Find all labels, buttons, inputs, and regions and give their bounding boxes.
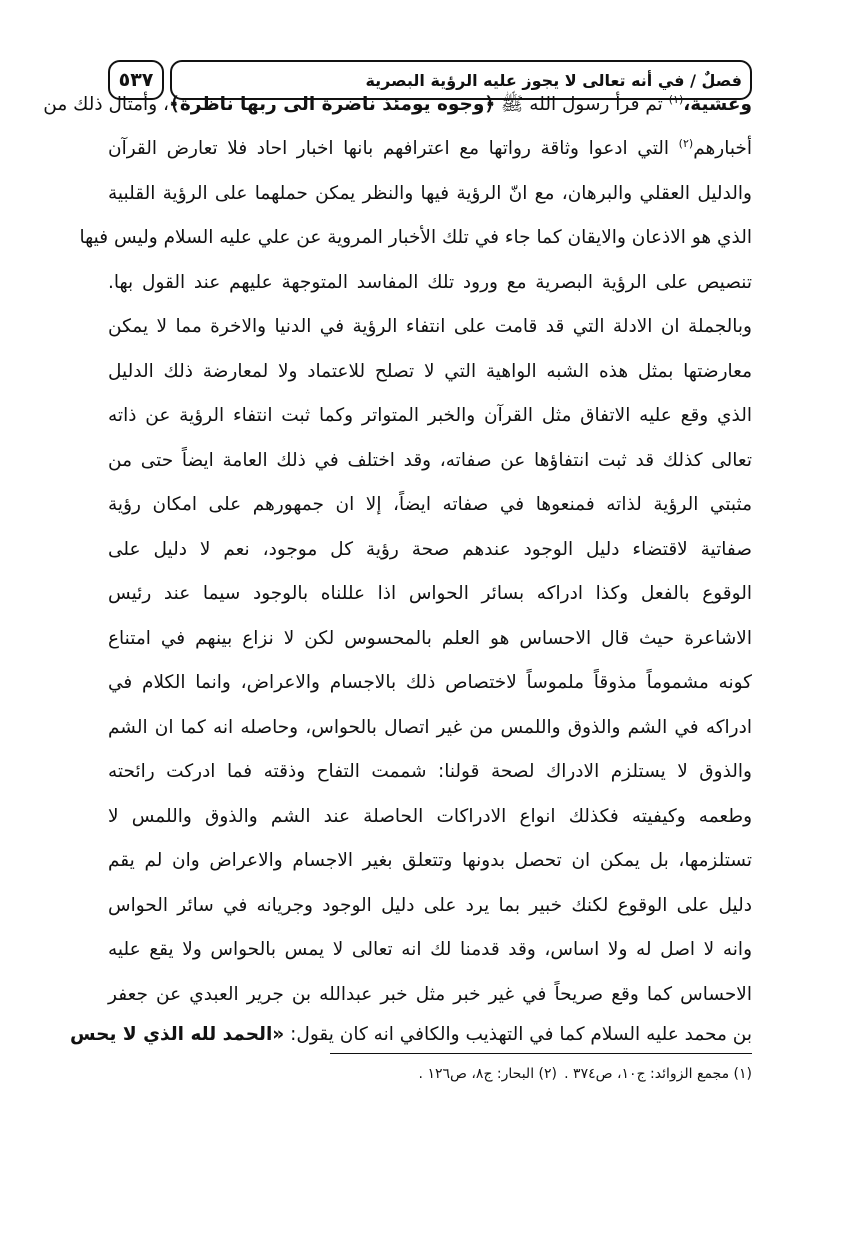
footnote-2: (٢) البحار: ج٨، ص١٢٦ .	[418, 1066, 557, 1082]
footnote-1: (١) مجمع الزوائد: ج١٠، ص٣٧٤ .	[564, 1066, 752, 1082]
footnote-ref: (١)	[668, 92, 684, 106]
text-line: تستلزمها، بل يمكن ان تحصل بدونها وتتعلق بغير الاجسام والاعراض وان لم يقم	[108, 850, 752, 871]
text-line	[69, 1020, 752, 1050]
page-number: ٥٣٧	[108, 60, 164, 100]
quran-verse: ﴿وجوه يومئذ ناضرة الى ربها ناظرة﴾	[168, 94, 496, 115]
text-line: وبالجملة ان الادلة التي قد قامت على انتفاء الرؤية في الدنيا والاخرة مما لا يمكن	[108, 316, 752, 337]
text-line: الوقوع بالفعل وكذا ادراكه بسائر الحواس اذا عللناه بالوجود سيما عند رئيس	[108, 583, 752, 604]
text-line: وطعمه وكيفيته فكذلك انواع الادراكات الحاصلة عند الشم والذوق واللمس لا	[108, 806, 752, 827]
footnote-divider	[330, 1053, 752, 1054]
text: ثم قرأ رسول الله ﷺ	[495, 94, 669, 115]
text-line: والدليل العقلي والبرهان، مع انّ الرؤية فيها والنظر يمكن حملهما على الرؤية القلبية	[108, 183, 752, 204]
bold-word: وعشية،	[683, 94, 752, 115]
text-line: ادراكه في الشم والذوق واللمس من غير اتصال بالحواس، وحاصله انه كما ان الشم	[108, 717, 752, 738]
text-line: الاحساس كما وقع صريحاً في غير خبر مثل خبر عبدالله بن جرير العبدي عن جعفر	[108, 984, 752, 1005]
text: التي ادعوا وثاقة رواتها مع اعترافهم بانها اخبار احاد فلا تعارض القرآن	[108, 138, 679, 159]
text-line: الذي هو الاذعان والايقان كما جاء في تلك الأخبار المروية عن علي عليه السلام وليس فيها	[79, 227, 752, 248]
text-line: الاشاعرة حيث قال الاحساس هو العلم بالمحسوس لكن لا نزاع بينهم في امتناع	[108, 628, 752, 649]
text-line: تعالى كذلك قد ثبت انتفاؤها عن صفاته، وقد اختلف في ذلك العامة ايضاً حتى من	[108, 450, 752, 471]
text: بن محمد عليه السلام كما في التهذيب والكافي انه كان يقول:	[284, 1024, 752, 1045]
text-line: صفاتية لاقتضاء دليل الوجود عندهم صحة رؤية كل موجود، نعم لا دليل على	[108, 539, 752, 560]
text-line	[43, 90, 752, 120]
text-line: والذوق لا يستلزم الادراك لصحة قولنا: شممت التفاح وذقته فما ادركت رائحته	[108, 761, 752, 782]
text-line: وانه لا اصل له ولا اساس، وقد قدمنا لك انه تعالى لا يمس بالحواس ولا يقع عليه	[108, 939, 752, 960]
text: ، وأمثال ذلك من	[43, 94, 169, 115]
text-line: الذي وقع عليه الاتفاق مثل القرآن والخبر المتواتر وكما ثبت انتفاء الرؤية عن ذاته	[108, 405, 752, 426]
text-line: كونه مشموماً مذوقاً ملموساً لاختصاص ذلك بالاجسام والاعراض، وانما الكلام في	[108, 672, 752, 693]
text-line	[108, 134, 752, 164]
text: أخبارهم	[693, 138, 752, 159]
footnote-ref: (٢)	[678, 136, 694, 150]
text-line: معارضتها بمثل هذه الشبه الواهية التي لا تصلح للاعتماد ولا لمعارضة ذلك الدليل	[108, 361, 752, 382]
quote-bold: «الحمد لله الذي لا يحس	[69, 1024, 285, 1045]
running-header-title: فصلٌ / في أنه تعالى لا يجوز عليه الرؤية البصرية	[170, 60, 752, 100]
text-line: تنصيص على الرؤية البصرية مع ورود تلك المفاسد المتوجهة عليهم عند القول بها.	[108, 272, 752, 293]
text-line: مثبتي الرؤية لذاته فمنعوها في صفاته ايضاً، إلا ان جمهورهم على امكان رؤية	[108, 494, 752, 515]
text-line: دليل على الوقوع لكنك خبير بما يرد على دليل الوجود وجريانه في سائر الحواس	[108, 895, 752, 916]
